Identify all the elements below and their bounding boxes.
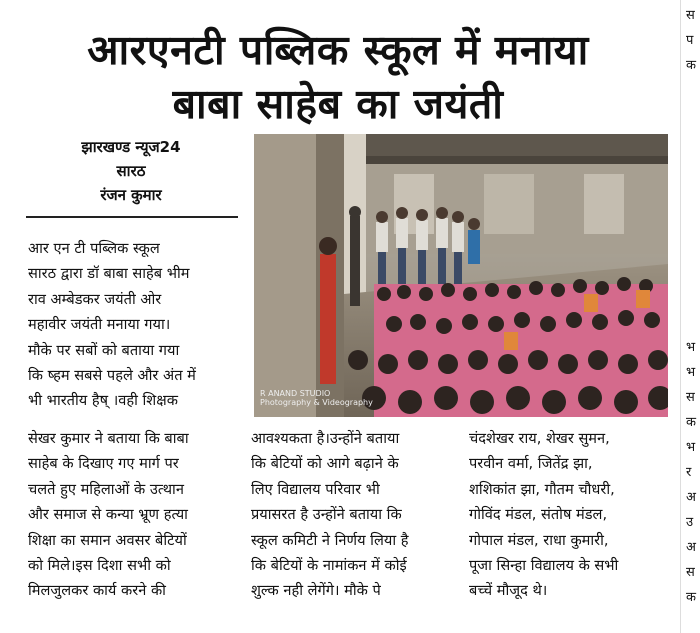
edge-char: अ	[686, 490, 696, 505]
byline-source: झारखण्ड न्यूज24	[81, 138, 181, 156]
article-line: कि ष्हम सबसे पहले और अंत में	[28, 367, 196, 385]
headline-line-2: बाबा साहेब का जयंती	[172, 80, 504, 128]
article-column-2	[251, 426, 461, 604]
article-line: राव अम्बेडकर जयंती ओर	[28, 290, 162, 308]
byline	[18, 135, 244, 207]
edge-char: उ	[686, 515, 694, 530]
watermark-studio-name: R ANAND STUDIO	[260, 389, 331, 398]
byline-place: सारठ	[116, 162, 146, 180]
article-line: सेखर कुमार ने बताया कि बाबा	[28, 430, 189, 447]
watermark-tagline: Photography & Videography	[260, 398, 373, 407]
edge-char: भ	[686, 340, 696, 355]
article-line: लिए विद्यालय परिवार भी	[251, 480, 380, 498]
edge-char: स	[686, 565, 695, 580]
article-line: आर एन टी पब्लिक स्कूल	[28, 240, 160, 257]
event-photo-illustration	[254, 134, 668, 417]
article-line: बच्चें मौजूद थे।	[469, 582, 548, 600]
article-column-1-top	[28, 236, 248, 414]
article-line: शुल्क नही लेगेंगे। मौके पे	[251, 582, 381, 600]
article-line: चंदशेखर राय, शेखर सुमन,	[469, 430, 610, 447]
article-line: स्कूल कमिटी ने निर्णय लिया है	[251, 531, 409, 549]
edge-char: स	[686, 390, 695, 405]
edge-char: भ	[686, 440, 696, 455]
article-line: पूजा सिन्हा विद्यालय के सभी	[469, 557, 619, 575]
headline-line-1: आरएनटी पब्लिक स्कूल में मनाया	[87, 26, 589, 74]
article-line: चलते हुए महिलाओं के उत्थान	[28, 480, 184, 498]
article-line: भी भारतीय हैष् ।वही शिक्षक	[28, 392, 178, 410]
edge-char: क	[686, 590, 696, 605]
article-column-1-bottom	[28, 426, 248, 604]
article-line: कि बेटियों के नामांकन में कोई	[251, 557, 407, 575]
adjacent-article-fragment-top	[686, 3, 700, 78]
article-line: और समाज से कन्या भ्रूण हत्या	[28, 506, 188, 524]
article-line: परवीन वर्मा, जितेंद्र झा,	[469, 455, 593, 473]
event-photo	[254, 134, 668, 417]
edge-char: प	[686, 33, 694, 48]
edge-char: स	[686, 8, 695, 23]
byline-rule	[26, 216, 238, 218]
edge-char: भ	[686, 365, 696, 380]
edge-char: र	[686, 465, 692, 480]
article-line: को मिले।इस दिशा सभी को	[28, 557, 171, 575]
article-line: साहेब के दिखाए गए मार्ग पर	[28, 455, 179, 473]
article-line: प्रयासरत है उन्होंने बताया कि	[251, 506, 402, 524]
article-line: कि बेटियों को आगे बढ़ाने के	[251, 455, 399, 473]
article-line: आवश्यकता है।उन्होंने बताया	[251, 430, 400, 447]
edge-char: अ	[686, 540, 696, 555]
article-line: मिलजुलकर कार्य करने की	[28, 582, 166, 600]
byline-reporter: रंजन कुमार	[100, 186, 162, 204]
article-line: महावीर जयंती मनाया गया।	[28, 316, 171, 334]
article-column-3	[469, 426, 674, 604]
adjacent-article-fragment-bottom	[686, 335, 700, 610]
article-line: शशिकांत झा, गौतम चौधरी,	[469, 480, 615, 498]
photo-watermark	[260, 389, 373, 407]
article-line: शिक्षा का समान अवसर बेटियों	[28, 531, 187, 549]
edge-char: क	[686, 58, 696, 73]
page-edge-divider	[680, 0, 681, 633]
edge-char: क	[686, 415, 696, 430]
article-line: गोविंद मंडल, संतोष मंडल,	[469, 506, 608, 524]
article-line: गोपाल मंडल, राधा कुमारी,	[469, 531, 609, 549]
article-line: सारठ द्वारा डॉ बाबा साहेब भीम	[28, 265, 190, 283]
article-line: मौके पर सबों को बताया गया	[28, 341, 180, 359]
